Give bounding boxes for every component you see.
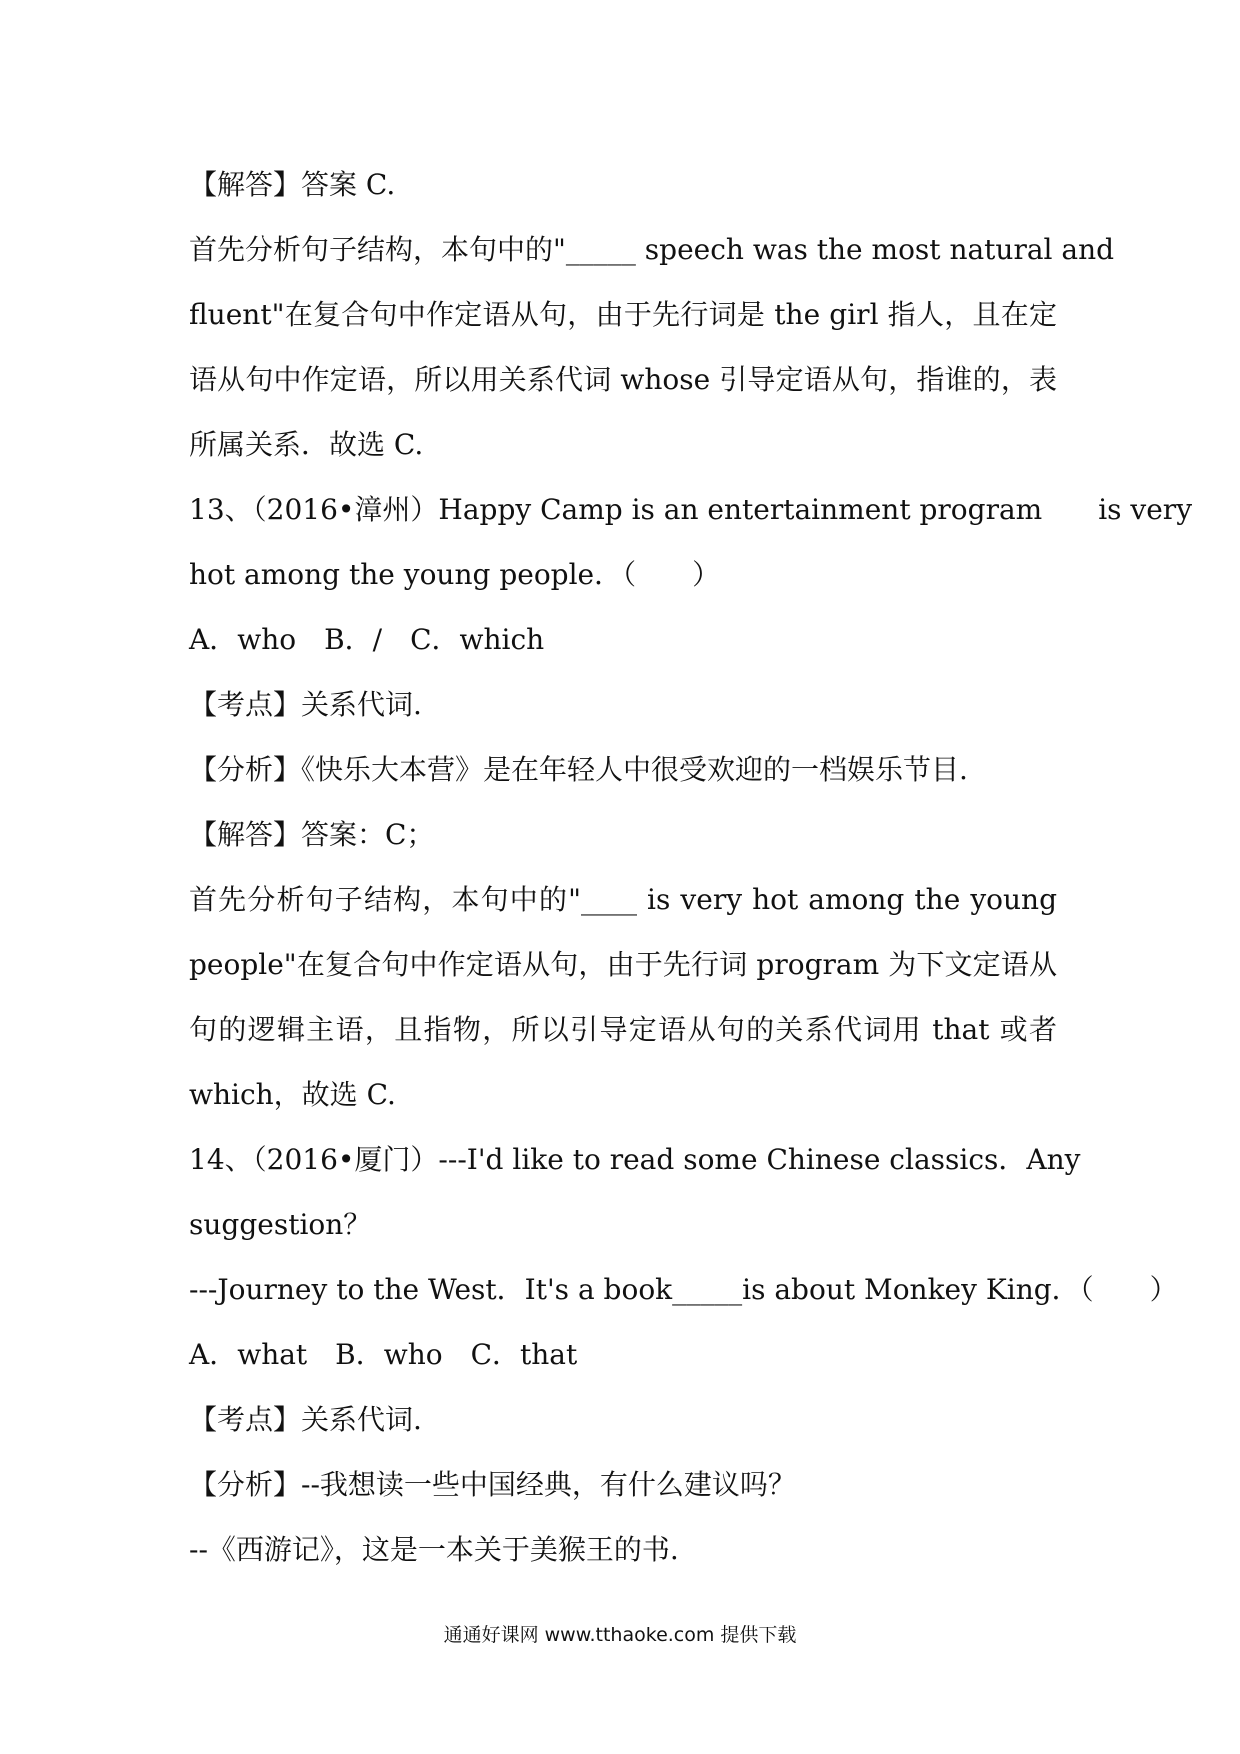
- question-13-text: hot among the young people．（ ）: [189, 558, 721, 591]
- key-point-13: 【考点】关系代词.: [189, 688, 422, 721]
- answer-text-line: 语从句中作定语，所以用关系代词 whose 引导定语从句，指谁的，表: [189, 363, 1057, 396]
- question-14-options: A．what B．who C．that: [189, 1338, 578, 1371]
- question-14-text: suggestion？: [189, 1208, 372, 1241]
- answer-text-line: fluent"在复合句中作定语从句，由于先行词是 the girl 指人，且在定: [189, 298, 1057, 331]
- question-13-options: A．who B．/ C．which: [189, 623, 545, 656]
- question-13-text: 13、（2016•漳州）Happy Camp is an entertainment program is very: [189, 493, 1193, 526]
- key-point-14: 【考点】关系代词.: [189, 1403, 422, 1436]
- answer-text-line: people"在复合句中作定语从句，由于先行词 program 为下文定语从: [189, 948, 1057, 981]
- page-footer: 通通好课网 www.tthaoke.com 提供下载: [443, 1624, 797, 1646]
- answer-text-line: 首先分析句子结构，本句中的"_____ speech was the most natural and: [189, 233, 1115, 266]
- answer-heading-12: 【解答】答案 C.: [189, 168, 396, 201]
- answer-text-line: 句的逻辑主语，且指物，所以引导定语从句的关系代词用 that 或者: [189, 1013, 1057, 1046]
- analysis-14: 【分析】--我想读一些中国经典，有什么建议吗？: [189, 1468, 796, 1501]
- analysis-13: 【分析】《快乐大本营》是在年轻人中很受欢迎的一档娱乐节目.: [189, 753, 968, 786]
- answer-text-line: 所属关系．故选 C.: [189, 428, 424, 461]
- page-content: [189, 152, 1193, 1582]
- analysis-14: --《西游记》，这是一本关于美猴王的书.: [189, 1533, 679, 1566]
- answer-heading-13: 【解答】答案：C；: [189, 818, 435, 851]
- question-14-text: ---Journey to the West．It's a book_____is about Monkey King．（ ）: [189, 1273, 1178, 1306]
- answer-text-line: 首先分析句子结构，本句中的"____ is very hot among the young: [189, 883, 1057, 916]
- question-14-text: 14、（2016•厦门）---I'd like to read some Chinese classics．Any: [189, 1143, 1081, 1176]
- answer-text-line: which，故选 C.: [189, 1078, 396, 1111]
